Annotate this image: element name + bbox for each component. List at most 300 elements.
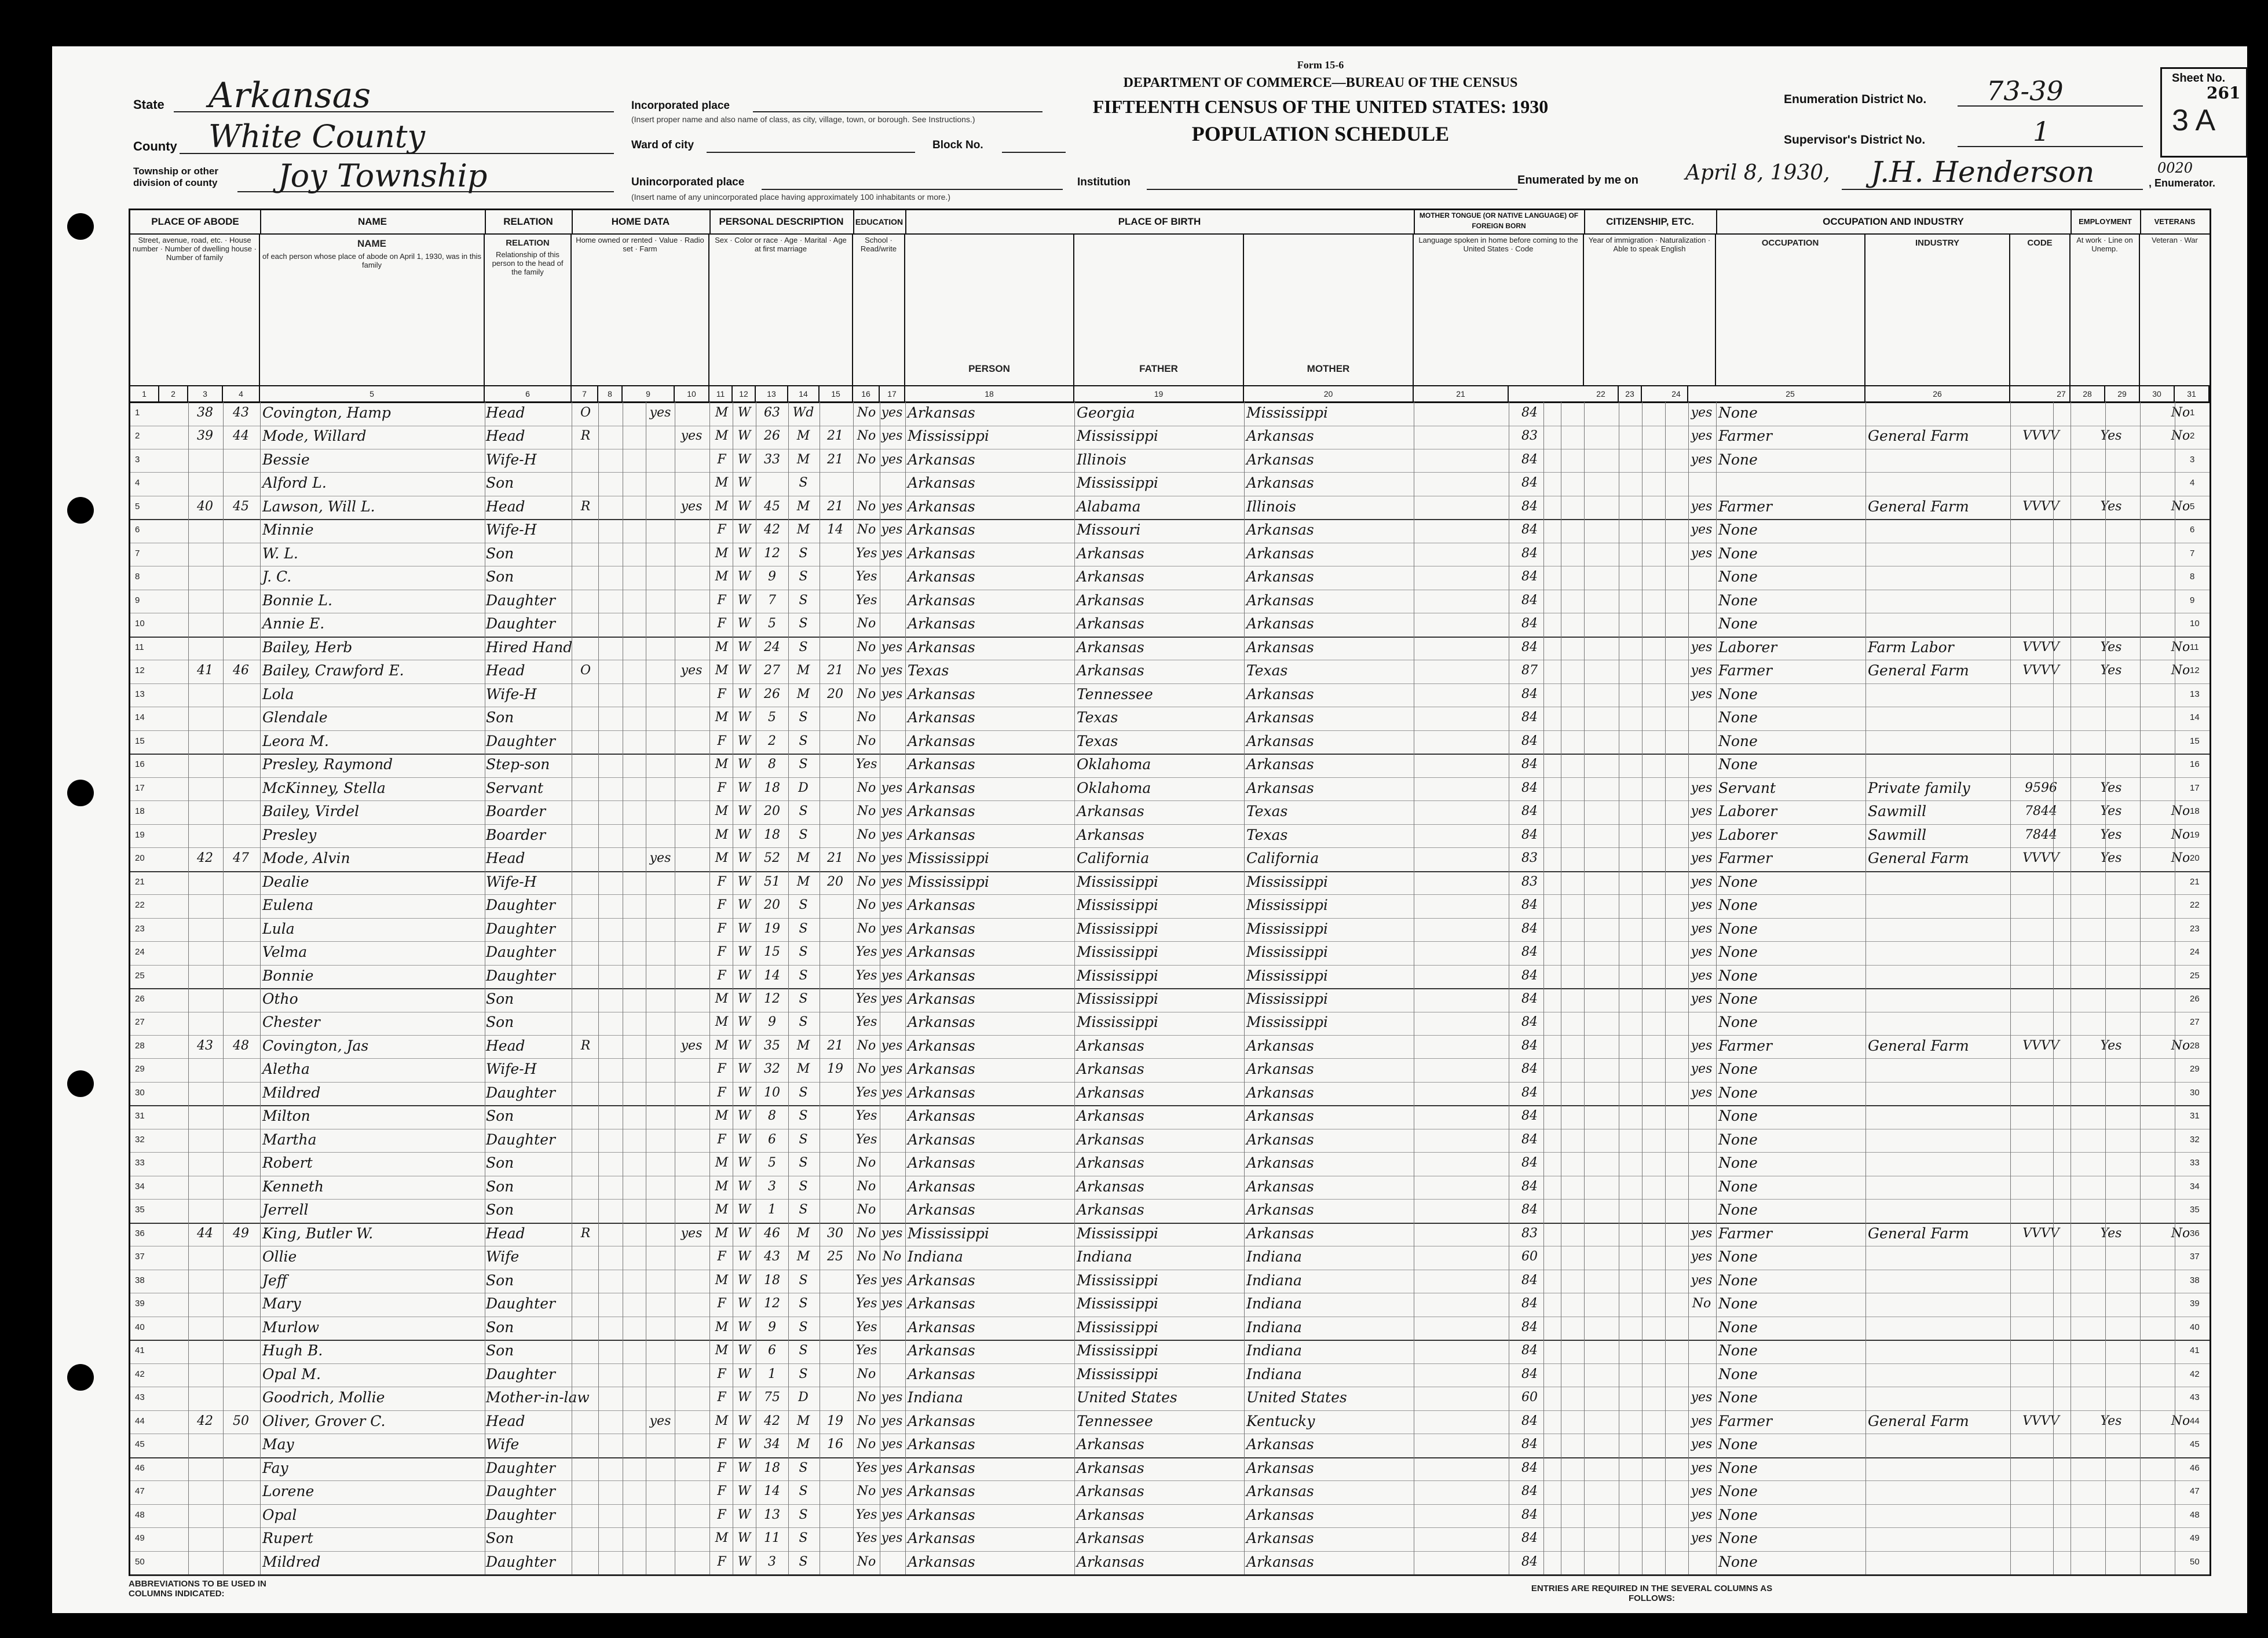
cell-mbp: Arkansas [1246,638,1314,656]
cell-cd: VVVV [2022,1038,2060,1053]
cell-fbp: Oklahoma [1077,779,1151,796]
cell-cd: VVVV [2022,639,2060,655]
schedule-title: POPULATION SCHEDULE [1191,122,1450,145]
cell-sch: No [857,452,876,467]
cell-sex: M [715,992,729,1006]
cell-rel: Daughter [486,732,555,749]
cell-rel: Daughter [486,615,555,632]
table-row [130,1340,2210,1364]
cell-age: 35 [764,1038,780,1053]
cell-race: W [737,1390,751,1405]
column-number: 10 [675,386,709,401]
cell-mbp: Arkansas [1246,1061,1314,1078]
cell-fbp: Mississippi [1077,1224,1158,1242]
cell-code: 84 [1521,1484,1538,1499]
cell-name: Jerrell [262,1201,309,1219]
cell-age: 5 [768,1156,776,1171]
cell-emp: Yes [2100,663,2122,678]
cell-mbp: Mississippi [1246,1014,1328,1031]
cell-mar: S [799,1202,808,1217]
cell-rel: Son [486,1178,514,1195]
cell-sex: M [715,1202,729,1217]
cell-code: 84 [1521,968,1538,983]
cell-mbp: United States [1246,1389,1347,1406]
cell-code: 84 [1521,1202,1538,1217]
cell-read: yes [881,1062,903,1077]
cell-eng: yes [1691,1226,1713,1241]
cell-sch: No [857,1484,876,1499]
line-number: 35 [135,1205,145,1215]
table-row [130,449,2210,473]
cell-fbp: Arkansas [1077,1037,1144,1054]
line-number-right: 12 [2190,666,2200,676]
cell-sex: F [717,1366,726,1381]
cell-eng: yes [1691,405,1713,420]
cell-fbp: Arkansas [1077,591,1144,609]
cell-name: Kenneth [262,1178,324,1195]
cell-dw: 39 [197,429,213,444]
cell-code: 84 [1521,733,1538,748]
cell-name: Presley, Raymond [262,756,393,773]
cell-sex: F [717,874,726,889]
line-number-right: 10 [2190,619,2200,629]
table-row [130,1387,2210,1411]
cell-name: Bailey, Virdel [262,803,360,820]
line-number-right: 43 [2190,1392,2200,1403]
cell-bp: Arkansas [908,944,975,961]
cell-sex: F [717,1554,726,1569]
cell-vet: No [2171,827,2190,842]
cell-fbp: Mississippi [1077,1014,1158,1031]
cell-sex: F [717,1062,726,1077]
cell-fam: 47 [233,851,249,866]
cell-sex: F [717,780,726,795]
cell-age: 8 [768,757,776,772]
cell-bp: Arkansas [908,1295,975,1312]
column-number: 3 [188,386,223,401]
cell-dw: 43 [197,1038,213,1053]
cell-rel: Son [486,1107,514,1125]
cell-bp: Arkansas [908,451,975,468]
cell-mar: S [799,1156,808,1171]
cell-emp: Yes [2100,851,2122,866]
cell-name: Ollie [262,1248,297,1266]
cell-bp: Arkansas [908,1014,975,1031]
cell-mbp: Arkansas [1246,1131,1314,1148]
cell-mbp: California [1246,850,1319,867]
cell-name: Annie E. [262,615,325,632]
cell-fbp: Missouri [1077,521,1141,539]
enumerator-label: , Enumerator. [2149,177,2216,189]
cell-fbp: Arkansas [1077,1178,1144,1195]
page-number: 261 [2207,83,2241,103]
cell-occ: None [1718,1154,1758,1172]
department-title: DEPARTMENT OF COMMERCE—BUREAU OF THE CENSUS [1123,75,1518,90]
column-number: 24 [1665,386,1688,401]
table-row [130,683,2210,708]
cell-sex: M [715,1413,729,1428]
cell-occ: None [1718,944,1758,961]
table-row [130,1223,2210,1247]
cell-bp: Mississippi [908,427,989,445]
cell-race: W [737,804,751,819]
cell-cd: VVVV [2022,1226,2060,1241]
line-number: 2 [135,431,140,441]
cell-fbp: Mississippi [1077,1342,1158,1359]
cell-mbp: Indiana [1246,1318,1302,1336]
cell-code: 83 [1521,1226,1538,1241]
line-number-right: 47 [2190,1486,2200,1497]
cell-code: 84 [1521,1085,1538,1100]
cell-mbp: Illinois [1246,498,1296,515]
cell-vet: No [2171,663,2190,678]
cell-code: 84 [1521,710,1538,725]
cell-code: 84 [1521,804,1538,819]
table-rows [130,402,2210,1574]
incorporated-note: (Insert proper name and also name of class, as city, village, town, or borough. See Instructions.) [631,115,975,124]
line-number-right: 28 [2190,1040,2200,1051]
cell-sch: Yes [855,1343,877,1358]
cell-sch: No [857,780,876,795]
cell-race: W [737,1249,751,1264]
cell-name: Lorene [262,1483,314,1500]
cell-fbp: Arkansas [1077,544,1144,562]
cell-age: 15 [764,945,780,960]
col-head-occupation-title: OCCUPATION [1761,238,1819,248]
cell-mar: S [799,1015,808,1030]
cell-race: W [737,1507,751,1522]
cell-eng: yes [1691,874,1713,889]
cell-race: W [737,874,751,889]
cell-fbp: Mississippi [1077,1271,1158,1289]
cell-read: yes [881,1507,903,1522]
cell-code: 83 [1521,851,1538,866]
line-number-right: 15 [2190,736,2200,746]
cell-fbp: Texas [1077,709,1118,726]
cell-mar: S [799,569,808,584]
cell-name: Oliver, Grover C. [262,1412,386,1429]
cell-eng: yes [1691,851,1713,866]
cell-eng: yes [1691,1437,1713,1452]
col-head-veterans: Veteran · War [2152,236,2198,244]
cell-age: 9 [768,569,776,584]
cell-sex: F [717,593,726,608]
col-head-personal: Sex · Color or race · Age · Marital · Age at first marriage [709,233,853,385]
cell-occ: Farmer [1718,498,1772,515]
cell-mar: M [796,686,810,701]
table-row [130,1480,2210,1505]
cell-occ: None [1718,615,1758,632]
line-number-right: 23 [2190,923,2200,934]
cell-code: 84 [1521,569,1538,584]
cell-cd: VVVV [2022,429,2060,444]
table-row [130,637,2210,661]
line-number-right: 40 [2190,1322,2200,1332]
cell-age: 75 [764,1390,780,1405]
line-number-right: 5 [2190,501,2195,511]
cell-occ: None [1718,1248,1758,1266]
cell-age: 42 [764,1413,780,1428]
cell-mbp: Arkansas [1246,756,1314,773]
column-number: 22 [1584,386,1619,401]
cell-bp: Arkansas [908,1342,975,1359]
cell-mar: M [796,1038,810,1053]
cell-race: W [737,452,751,467]
cell-emp: Yes [2100,827,2122,842]
cell-name: Aletha [262,1061,310,1078]
cell-rel: Son [486,1318,514,1336]
cell-occ: None [1718,1342,1758,1359]
cell-code: 84 [1521,452,1538,467]
col-head-occupation [1716,233,1865,385]
cell-name: Jeff [262,1271,287,1289]
cell-rel: Son [486,1154,514,1172]
cell-sex: M [715,851,729,866]
col-head-father-title: FATHER [1139,363,1178,374]
cell-mbp: Arkansas [1246,732,1314,749]
line-number: 21 [135,876,145,887]
line-number-right: 9 [2190,595,2195,605]
cell-read: yes [881,992,903,1006]
table-row [130,1105,2210,1129]
column-rule [2010,402,2011,1574]
cell-bp: Arkansas [908,544,975,562]
column-rule [2140,402,2141,1574]
cell-occ: Laborer [1718,826,1777,843]
cell-bp: Arkansas [908,897,975,914]
cell-code: 84 [1521,1273,1538,1288]
column-rule [2105,402,2106,1574]
cell-bp: Arkansas [908,1506,975,1523]
cell-name: W. L. [262,544,298,562]
cell-read: yes [881,898,903,913]
cell-agem: 19 [827,1062,843,1077]
cell-mbp: Indiana [1246,1295,1302,1312]
cell-name: Mildred [262,1553,321,1570]
cell-eng: yes [1691,1413,1713,1428]
cell-mar: S [799,710,808,725]
cell-mar: M [796,1249,810,1264]
cell-read: yes [881,1484,903,1499]
cell-emp: Yes [2100,499,2122,514]
cell-bp: Arkansas [908,568,975,586]
cell-occ: None [1718,897,1758,914]
sheet-label: Sheet No. [2172,72,2226,85]
cell-sex: F [717,686,726,701]
cell-age: 19 [764,921,780,936]
cell-age: 33 [764,452,780,467]
cell-sch: No [857,499,876,514]
line-number-right: 24 [2190,947,2200,957]
cell-mbp: Arkansas [1246,521,1314,539]
column-number: 6 [485,386,572,401]
cell-mar: S [799,593,808,608]
col-head-mother-title: MOTHER [1307,363,1350,374]
column-rule [853,402,854,1574]
group-place-of-birth: PLACE OF BIRTH [905,210,1415,235]
line-number: 47 [135,1486,145,1497]
cell-emp: Yes [2100,804,2122,819]
cell-sch: No [857,1038,876,1053]
cell-eng: yes [1691,1062,1713,1077]
cell-fbp: Arkansas [1077,662,1144,679]
cell-age: 1 [768,1202,776,1217]
cell-rel: Daughter [486,967,555,984]
table-row [130,730,2210,755]
line-number: 10 [135,619,145,629]
cell-name: Minnie [262,521,314,539]
cell-race: W [737,1554,751,1569]
cell-agem: 21 [827,499,843,514]
cell-code: 84 [1521,1319,1538,1334]
cell-name: King, Butler W. [262,1224,374,1242]
line-number: 17 [135,783,145,793]
cell-vet: No [2171,1038,2190,1053]
cell-mar: M [796,522,810,538]
cell-code: 84 [1521,921,1538,936]
cell-race: W [737,1156,751,1171]
column-number: 29 [2105,386,2140,401]
cell-vet: No [2171,499,2190,514]
cell-mbp: Arkansas [1246,779,1314,796]
line-number: 22 [135,900,145,911]
table-row [130,1551,2210,1576]
cell-sch: No [857,1179,876,1194]
cell-read: yes [881,827,903,842]
table-row [130,613,2210,638]
cell-ind: General Farm [1868,498,1969,515]
col-head-person [905,233,1074,385]
cell-race: W [737,921,751,936]
cell-code: 84 [1521,1132,1538,1147]
cell-vet: No [2171,429,2190,444]
enumerator-line [1842,189,2143,190]
cell-agem: 20 [827,686,843,701]
cell-bp: Arkansas [908,826,975,843]
cell-radio: yes [649,851,671,866]
cell-eng: yes [1691,1085,1713,1100]
cell-race: W [737,1202,751,1217]
cell-eng: yes [1691,1460,1713,1475]
cell-code: 84 [1521,827,1538,842]
line-number: 32 [135,1134,145,1145]
cell-race: W [737,1062,751,1077]
cell-age: 2 [768,733,776,748]
cell-cd: VVVV [2022,1413,2060,1428]
cell-name: Bonnie L. [262,591,332,609]
cell-mbp: Arkansas [1246,709,1314,726]
cell-occ: Laborer [1718,638,1777,656]
cell-age: 27 [764,663,780,678]
cell-sex: M [715,499,729,514]
line-number-right: 50 [2190,1556,2200,1567]
cell-age: 6 [768,1343,776,1358]
cell-read: yes [881,1460,903,1475]
cell-read: yes [881,945,903,960]
cell-rel: Head [486,404,525,421]
table-row [130,472,2210,496]
col-head-relation-note: Relationship of this person to the head of the family [492,250,564,276]
cell-race: W [737,1226,751,1241]
cell-fbp: Arkansas [1077,1436,1144,1453]
cell-rel: Boarder [486,826,546,843]
cell-mar: M [796,1437,810,1452]
cell-name: Covington, Hamp [262,404,391,421]
cell-emp: Yes [2100,1226,2122,1241]
table-row [130,1035,2210,1059]
cell-bp: Arkansas [908,779,975,796]
cell-sch: Yes [855,945,877,960]
column-number: 18 [905,386,1074,401]
incorporated-label: Incorporated place [631,100,730,112]
cell-occ: Farmer [1718,850,1772,867]
cell-read: yes [881,804,903,819]
cell-fam: 44 [233,429,249,444]
cell-fbp: Arkansas [1077,1530,1144,1547]
cell-occ: None [1718,732,1758,749]
cell-code: 84 [1521,1062,1538,1077]
cell-own: R [580,1226,591,1241]
cell-age: 12 [764,992,780,1006]
cell-fbp: Tennessee [1077,1412,1153,1429]
cell-sex: F [717,1085,726,1100]
cell-read: yes [881,921,903,936]
cell-code: 84 [1521,1460,1538,1475]
cell-rel: Daughter [486,897,555,914]
cell-eng: yes [1691,992,1713,1006]
cell-age: 18 [764,827,780,842]
line-number: 36 [135,1228,145,1238]
cell-mar: S [799,898,808,913]
line-number: 43 [135,1392,145,1403]
cell-bp: Arkansas [908,1037,975,1054]
column-number: 20 [1244,386,1414,401]
cell-fam: 45 [233,499,249,514]
cell-rel: Daughter [486,1483,555,1500]
column-number: 7 [572,386,598,401]
column-rule [709,402,710,1574]
unincorporated-line [762,189,1063,190]
cell-read: yes [881,452,903,467]
table-row [130,1129,2210,1153]
column-number: 15 [820,386,853,401]
column-rule [2053,402,2054,1574]
cell-age: 51 [764,874,780,889]
cell-sch: No [857,1390,876,1405]
cell-rel: Son [486,1201,514,1219]
cell-own: R [580,429,591,444]
table-row [130,566,2210,590]
cell-sex: M [715,1156,729,1171]
cell-occ: None [1718,591,1758,609]
cell-code: 84 [1521,1179,1538,1194]
cell-mar: S [799,639,808,655]
cell-fbp: Mississippi [1077,990,1158,1007]
table-row [130,1410,2210,1435]
cell-fbp: Mississippi [1077,427,1158,445]
cell-occ: None [1718,756,1758,773]
cell-race: W [737,780,751,795]
cell-name: Fay [262,1459,288,1476]
cell-mbp: Indiana [1246,1365,1302,1383]
column-rule [1716,402,1717,1574]
cell-occ: None [1718,1295,1758,1312]
line-number: 41 [135,1346,145,1356]
cell-sch: No [857,921,876,936]
cell-sex: M [715,1226,729,1241]
cell-fbp: Texas [1077,732,1118,749]
cell-race: W [737,1296,751,1311]
